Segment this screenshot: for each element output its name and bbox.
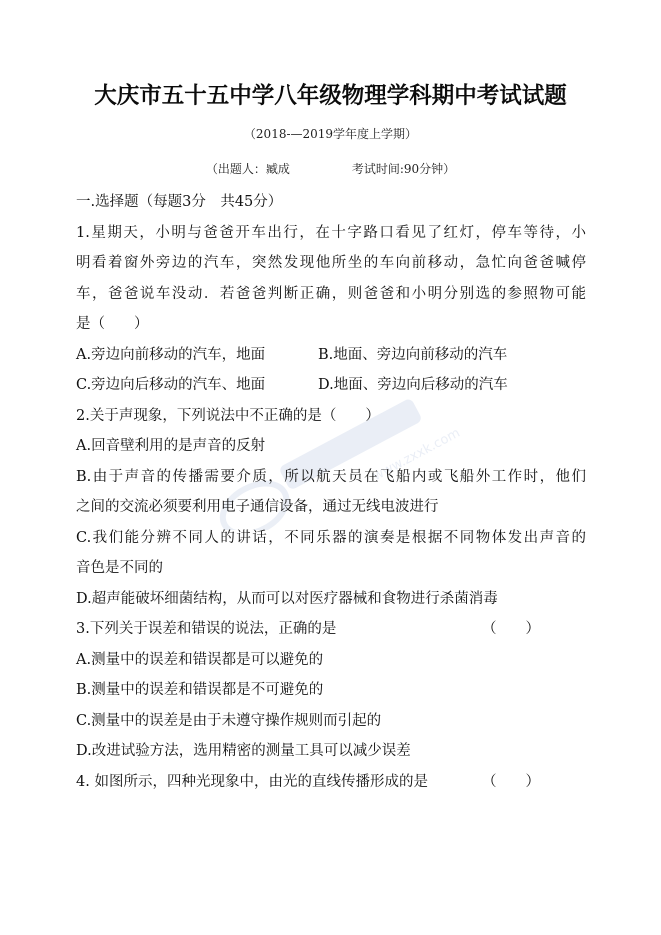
q2-option-b-line-2: 之间的交流必须要利用电子通信设备，通过无线电波进行: [76, 499, 439, 515]
q1-option-a: A.旁边向前移动的汽车，地面: [76, 346, 266, 363]
q2-option-d: D.超声能破坏细菌结构，从而可以对医疗器械和食物进行杀菌消毒: [76, 590, 498, 607]
q4-stem: 4. 如图所示，四种光现象中，由光的直线传播形成的是: [76, 773, 428, 790]
q4-answer-paren: （ ）: [482, 773, 540, 790]
q3-option-a: A.测量中的误差和错误都是可以避免的: [76, 651, 324, 668]
exam-time-label: 考试时间:90分钟）: [351, 162, 456, 176]
q2-stem: 2.关于声现象，下列说法中不正确的是（ ）: [76, 407, 380, 424]
section-heading: 一.选择题（每题3分 共45分）: [76, 194, 283, 210]
q2-option-c-line-2: 音色是不同的: [76, 560, 163, 576]
q2-option-b-line-1: B.由于声音的传播需要介质，所以航天员在飞船内或飞船外工作时，他们: [76, 468, 586, 485]
q3-stem: 3.下列关于误差和错误的说法，正确的是: [76, 621, 337, 637]
q1-options-row-1: [76, 340, 586, 371]
q1-line-1: 1.星期天，小明与爸爸开车出行，在十字路口看见了红灯，停车等待，小: [76, 224, 586, 241]
watermark-text: www.zxxk.com: [370, 425, 463, 485]
q3-stem-row: [76, 614, 586, 645]
q1-option-b: B.地面、旁边向前移动的汽车: [318, 346, 508, 363]
q1-line-2: 明看着窗外旁边的汽车，突然发现他所坐的车向前移动，急忙向爸爸喊停: [76, 255, 586, 271]
q1-line-3: 车，爸爸说车没动．若爸爸判断正确，则爸爸和小明分别选的参照物可能: [76, 285, 586, 302]
q1-line-4: 是（ ）: [76, 316, 149, 332]
school-year-subtitle: （2018-—2019学年度上学期）: [243, 127, 418, 141]
page-title: 大庆市五十五中学八年级物理学科期中考试试题: [94, 83, 567, 109]
q1-option-d: D.地面、旁边向后移动的汽车: [318, 377, 508, 393]
q3-option-b: B.测量中的误差和错误都是不可避免的: [76, 682, 324, 698]
q2-option-c-line-1: C.我们能分辨不同人的讲话，不同乐器的演奏是根据不同物体发出声音的: [76, 529, 586, 546]
q4-stem-row: [76, 767, 586, 798]
q3-option-c: C.测量中的误差是由于未遵守操作规则而引起的: [76, 712, 382, 729]
q3-answer-paren: （ ）: [482, 621, 540, 637]
q1-options-row-2: [76, 370, 586, 401]
q1-option-c: C.旁边向后移动的汽车、地面: [76, 377, 266, 393]
q2-option-a: A.回音壁利用的是声音的反射: [76, 438, 266, 454]
author-label: （出题人：臧成: [205, 162, 290, 176]
exam-meta: [0, 160, 661, 177]
q3-option-d: D.改进试验方法，选用精密的测量工具可以减少误差: [76, 743, 411, 759]
exam-body: [76, 187, 586, 797]
